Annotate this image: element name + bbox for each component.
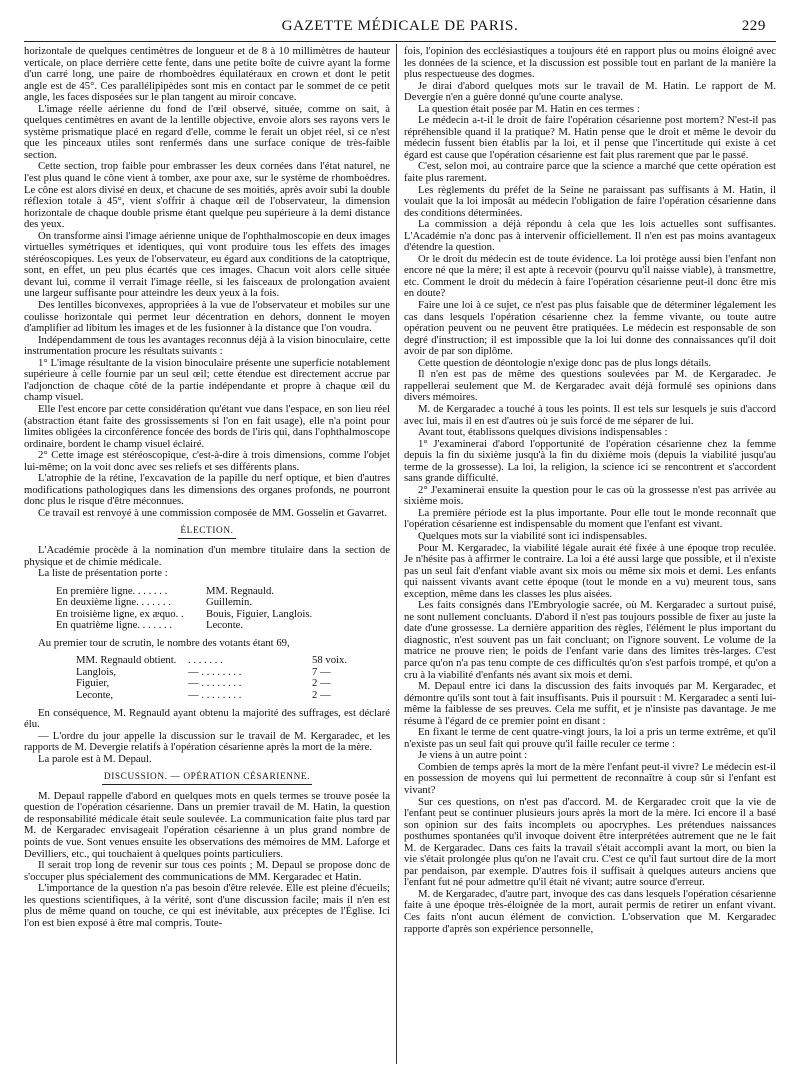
page-number: 229 xyxy=(741,18,766,34)
candidate-rank: En première ligne. . . . . . . xyxy=(56,584,168,597)
paragraph: Combien de temps après la mort de la mère l'enfant peut-il vivre? Le médecin est-il en possession de moyens qui lui permettent de reconnaître à coup sûr si l'enfant est vivant? xyxy=(404,760,776,796)
vote-name: Leconte, xyxy=(76,688,114,701)
paragraph: Ce travail est renvoyé à une commission composée de MM. Gosselin et Gavarret. xyxy=(38,506,388,519)
paragraph: En conséquence, M. Regnauld ayant obtenu la majorité des suffrages, est déclaré élu. xyxy=(24,706,390,731)
paragraph: fois, l'opinion des ecclésiastiques a toujours été en rapport plus ou moins éloigné avec les données de la science, et la discussion est possible tout en parlant de la manière la plus respectueuse des dogmes. xyxy=(404,46,776,81)
paragraph: Je viens à un autre point : xyxy=(418,749,528,762)
paragraph: Avant tout, établissons quelques divisions indispensables : xyxy=(418,426,668,439)
column-divider xyxy=(396,44,397,1064)
paragraph: La première période est la plus importante. Pour elle tout le monde reconnaît que l'opération césarienne est indispensable du moment que l'enfant est vivant. xyxy=(404,506,776,531)
discussion-heading-text: DISCUSSION. — OPÉRATION CÉSARIENNE. xyxy=(102,772,312,785)
vote-leader: . . . . . . . xyxy=(188,654,223,667)
paragraph: M. Depaul entre ici dans la discussion des faits invoqués par M. Kergaradec, et démontre qu'ils sont tout à fait insuffisants. Puis il poursuit : M. Kergaradec a senti lui-même la faiblesse de ses preuves. Cela me suffit, et je n'insiste pas davantage. Je me résume à l'égard de ce premier point en disant : xyxy=(404,680,776,727)
vote-count: 2 — xyxy=(312,688,331,701)
candidate-name: Guillemin. xyxy=(206,596,253,609)
paragraph: 2° J'examinerai ensuite la question pour le cas où la grossesse n'est pas arrivée au sixième mois. xyxy=(404,483,776,508)
paragraph: La parole est à M. Depaul. xyxy=(38,752,152,765)
paragraph: La question était posée par M. Hatin en ces termes : xyxy=(418,102,640,115)
paragraph: horizontale de quelques centimètres de longueur et de 8 à 10 millimètres de hauteur verticale, on place derrière cette fente, dans une petite boîte de cuivre ayant la forme d'un carré long, une paire de rhomboèdres équilatéraux en crown et dont le petit angle est de 45°. Ces parallélipipèdes sont mis en contact par le sommet de ce petit angle, les faces disposées sur le plan tangent au miroir concave. xyxy=(24,46,390,104)
paragraph: On transforme ainsi l'image aérienne unique de l'ophthalmoscopie en deux images virtuelles symétriques et identiques, qui vont produire tous les effets des images stéréoscopiques. Les yeux de l'observateur, eu égard aux conditions de la catoptrique, sont, en effet, un peu plus écartés que ces images. Chacun voit alors celle située devant lui, comme il verrait l'image réelle, si les faisceaux de prolongation avaient une largeur suffisante pour atteindre les deux yeux à la fois. xyxy=(24,229,390,300)
paragraph: Quelques mots sur la viabilité sont ici indispensables. xyxy=(418,529,648,542)
paragraph: 1° L'image résultante de la vision binoculaire présente une superficie notablement supérieure à celle fournie par un seul œil; cette étendue est directement accrue par l'adjonction de chaque côté de la partie indépendante et propre à chaque œil du champ visuel. xyxy=(24,356,390,404)
paragraph: L'image réelle aérienne du fond de l'œil observé, située, comme on sait, à quelques centimètres en avant de la lentille objective, envoie alors ses rayons vers le système prismatique placé en regard d'elle, comme le ferait un objet réel, si ce n'est que les pinceaux utiles sont renfermés dans une surface conique de très-faible section. xyxy=(24,102,390,161)
vote-count: 7 — xyxy=(312,665,331,678)
paragraph: Le médecin a-t-il le droit de faire l'opération césarienne post mortem? N'est-il pas répréhensible quand il la pratique? M. Hatin pense que le droit et même le devoir du médecin fussent bien établis par la loi, et il pense que l'incertitude qui existe à cet égard est cause que l'opération césarienne est fait plus rarement que par le passé. xyxy=(404,114,776,161)
candidate-name: Leconte. xyxy=(206,619,244,632)
paragraph: Cette section, trop faible pour embrasser les deux cornées dans l'état naturel, ne l'est plus quand le cône vient à tomber, axe pour axe, sur le système de rhomboèdres. Le cône est alors divisé en deux, et chacune de ses moitiés, après avoir subi la double réflexion totale à 45°, vient s'offrir à chaque œil de l'observateur, la dimension horizontale de chaque double prisme étant quelque peu supérieure à la demi distance des yeux. xyxy=(24,160,390,231)
paragraph: Pour M. Kergaradec, la viabilité légale aurait été fixée à une époque trop reculée. Je n'hésite pas à affirmer le contraire. La loi a été aussi large que possible, et il n'existe pas un seul fait d'enfant viable avant six mois ou même six mois et demi. Les enfants qui naissent vivants avant cette époque (tout le monde en a vu) meurent tous, sans exception, même dans les classes les plus aisées. xyxy=(404,541,776,600)
candidate-name: MM. Regnauld. xyxy=(206,584,274,597)
paragraph: L'atrophie de la rétine, l'excavation de la papille du nerf optique, et bien d'autres modifications pathologiques dans les dimensions des organes profonds, ne pourront donc plus le risque d'être méconnues. xyxy=(24,472,390,508)
paragraph: En fixant le terme de cent quatre-vingt jours, la loi a pris un terme extrême, et qu'il n'existe pas un seul fait qui prouve qu'il faille reculer ce terme : xyxy=(404,726,776,750)
paragraph: Indépendamment de tous les avantages reconnus déjà à la vision binoculaire, cette instrumentation procure les résultats suivants : xyxy=(24,333,390,358)
journal-title: GAZETTE MÉDICALE DE PARIS. xyxy=(281,18,519,34)
paragraph: Je dirai d'abord quelques mots sur le travail de M. Hatin. Le rapport de M. Devergie n'en a guère donné qu'une courte analyse. xyxy=(404,79,776,104)
paragraph: Les faits consignés dans l'Embryologie sacrée, où M. Kergaradec a surtout puisé, ne sont nullement concluants. D'abord il n'est pas toujours possible de fixer au juste la date d'une grossesse. La dernière apparition des règles, l'élément le plus important du diagnostic, n'est souvent pas un fait concluant; on l'ignore souvent. Le volume de la matrice ne prouve rien; le poids de l'enfant varie dans des limites très-larges. C'est parce qu'on n'a pas tenu compte de ces difficultés qu'on s'est parfois trompé, et qu'on a cru à la viabilité d'enfants nés avant six mois et demi. xyxy=(404,599,776,681)
vote-count: 58 voix. xyxy=(312,654,348,667)
candidate-row xyxy=(56,597,390,609)
vote-leader: — . . . . . . . . xyxy=(188,677,242,690)
paragraph: Au premier tour de scrutin, le nombre des votants étant 69, xyxy=(38,636,290,649)
candidate-rank: En quatrième ligne. . . . . . . xyxy=(56,619,173,632)
page-header xyxy=(24,16,776,42)
discussion-heading xyxy=(24,772,390,785)
vote-name: Figuier, xyxy=(76,677,110,690)
paragraph: Les règlements du préfet de la Seine ne paraissant pas suffisants à M. Hatin, il voulait que la loi imposât au médecin l'obligation de faire l'opération césarienne dans des conditions déterminées. xyxy=(404,183,776,219)
paragraph: Cette question de déontologie n'exige donc pas de plus longs détails. xyxy=(418,356,712,369)
paragraph: C'est, selon moi, au contraire parce que la science a marché que cette opération est faite plus rarement. xyxy=(404,160,776,185)
paragraph: — L'ordre du jour appelle la discussion sur le travail de M. Kergaradec, et les rapports de M. Devergie relatifs à l'opération césarienne après la mort de la mère. xyxy=(24,729,390,754)
paragraph: Elle l'est encore par cette considération qu'étant vue dans l'espace, en son lieu réel (abstraction étant faite des grossissements si l'on en fait usage), elle n'a point pour limites obligées la circonférence foncée des bords de l'iris qui, dans l'ophthalmoscope ordinaire, bordent le champ visuel éclairé. xyxy=(24,402,390,450)
election-heading xyxy=(24,526,390,539)
candidate-row xyxy=(56,620,390,632)
paragraph: Il serait trop long de revenir sur tous ces points ; M. Depaul se propose donc de s'occuper plus spécialement des communications de MM. Kergaradec et Hatin. xyxy=(24,859,390,883)
paragraph: Des lentilles biconvexes, appropriées à la vue de l'observateur et mobiles sur une coulisse horizontale qui permet leur décentration en dehors, donnent le moyen d'amplifier ad libitum les images et de les fusionner à la distance que l'on voudra. xyxy=(24,299,390,335)
vote-leader: — . . . . . . . . xyxy=(188,688,242,701)
right-column xyxy=(404,46,776,1064)
vote-name: Langlois, xyxy=(76,665,117,678)
paragraph: M. de Kergaradec, d'autre part, invoque des cas dans lesquels l'opération césarienne faite à une époque très-éloignée de la mort, aurait permis de retirer un enfant vivant. Ces faits n'ont aucun élément de conviction. L'observation que M. Kergaradec rapporte d'après son expérience personnelle, xyxy=(404,887,776,935)
paragraph: M. de Kergaradec a touché à tous les points. Il est tels sur lesquels je suis d'accord avec lui, mais il en est d'autres où je suis forcé de me séparer de lui. xyxy=(404,402,776,427)
election-heading-text: ÉLECTION. xyxy=(178,526,235,539)
paragraph: L'importance de la question n'a pas besoin d'être relevée. Elle est pleine d'écueils; les questions scientifiques, à la vérité, sont d'une discussion facile; mais il n'en est plus de même quand on touche, ce qui est inévitable, aux préceptes de l'Église. Ici l'on est bien exposé à être mal compris. Toute- xyxy=(24,882,390,929)
vote-count: 2 — xyxy=(312,677,331,690)
paragraph: Or le droit du médecin est de toute évidence. La loi protège aussi bien l'enfant non encore né que la mère; il est apte à recevoir (pourvu qu'il naisse viable), à transmettre, etc. Comment le droit du médecin à faire l'opération césarienne peut-il donc être mis en doute? xyxy=(404,252,776,300)
paragraph: L'Académie procède à la nomination d'un membre titulaire dans la section de physique et de chimie médicale. xyxy=(24,543,390,568)
paragraph: La commission a déjà répondu à cela que les lois actuelles sont suffisantes. L'Académie n'a donc pas à intervenir officiellement. Il n'en est pas moins avantageux d'étendre la question. xyxy=(404,218,776,254)
paragraph: 1° J'examinerai d'abord l'opportunité de l'opération césarienne chez la femme depuis la fin du sixième jusqu'à la fin du dixième mois (depuis la viabilité jusqu'au terme de la grossesse). La loi, la religion, la science ici se rencontrent et s'accordent sans grande difficulté. xyxy=(404,437,776,485)
vote-row xyxy=(76,690,390,702)
left-column xyxy=(24,46,390,1064)
vote-leader: — . . . . . . . . xyxy=(188,665,242,678)
paragraph: Il n'en est pas de même des questions soulevées par M. de Kergaradec. Je rappellerai seulement que M. de Kergaradec avait déjà formulé ses opinions dans divers mémoires. xyxy=(404,368,776,404)
candidate-rank: En deuxième ligne. . . . . . . xyxy=(56,596,171,609)
paragraph: La liste de présentation porte : xyxy=(38,567,168,580)
candidate-name: Bouis, Figuier, Langlois. xyxy=(206,607,313,620)
candidate-rank: En troisième ligne, ex æquo. . xyxy=(56,607,184,620)
paragraph: Sur ces questions, on n'est pas d'accord. M. de Kergaradec croit que la vie de l'enfant peut se continuer plusieurs jours après la mort de la mère. Ici encore il a basé son opinion sur des faits incomplets ou apocryphes. Les prétendues naissances posthumes spontanées qu'il invoque doivent être interprétées autrement que ne le fait M. de Kergaradec. Dans ces faits la travail s'était accompli avant la mort, ou bien la vie s'était prolongée plus qu'on ne l'avait cru. C'est ce qu'il faut surtout dire de la mort par pendaison, par exemple. D'autres fois il suffisait à quelques auteurs anciens que l'enfant fut né pour admettre qu'il était né vivant; autre source d'erreur. xyxy=(404,795,776,889)
paragraph: 2° Cette image est stéréoscopique, c'est-à-dire à trois dimensions, comme l'objet lui-même; on la voit donc avec ses reliefs et ses différents plans. xyxy=(24,449,390,473)
vote-name: MM. Regnauld obtient. xyxy=(76,654,177,667)
paragraph: Faire une loi à ce sujet, ce n'est pas plus faisable que de déterminer légalement les cas dans lesquels l'opération césarienne chez la femme vivante, ou toute autre opération peuvent ou ne peuvent être pratiquées. Le médecin est responsable de son degré d'instruction; il est impossible que la loi lui donne des connaissances qu'il doit avoir de par son diplôme. xyxy=(404,299,776,358)
header-rule xyxy=(24,41,776,42)
paragraph: M. Depaul rappelle d'abord en quelques mots en quels termes se trouve posée la question de l'opération césarienne. Dans un premier travail de M. Hatin, la question de responsabilité médicale était seule soulevée. La communication faite plus tard par M. de Kergaradec envisageait l'opération césarienne à un plus grand nombre de points de vue. Sont venues ensuite les observations des mémoires de MM. Laforge et Devilliers, etc., qui touchaient à quelques points particuliers. xyxy=(24,789,390,860)
